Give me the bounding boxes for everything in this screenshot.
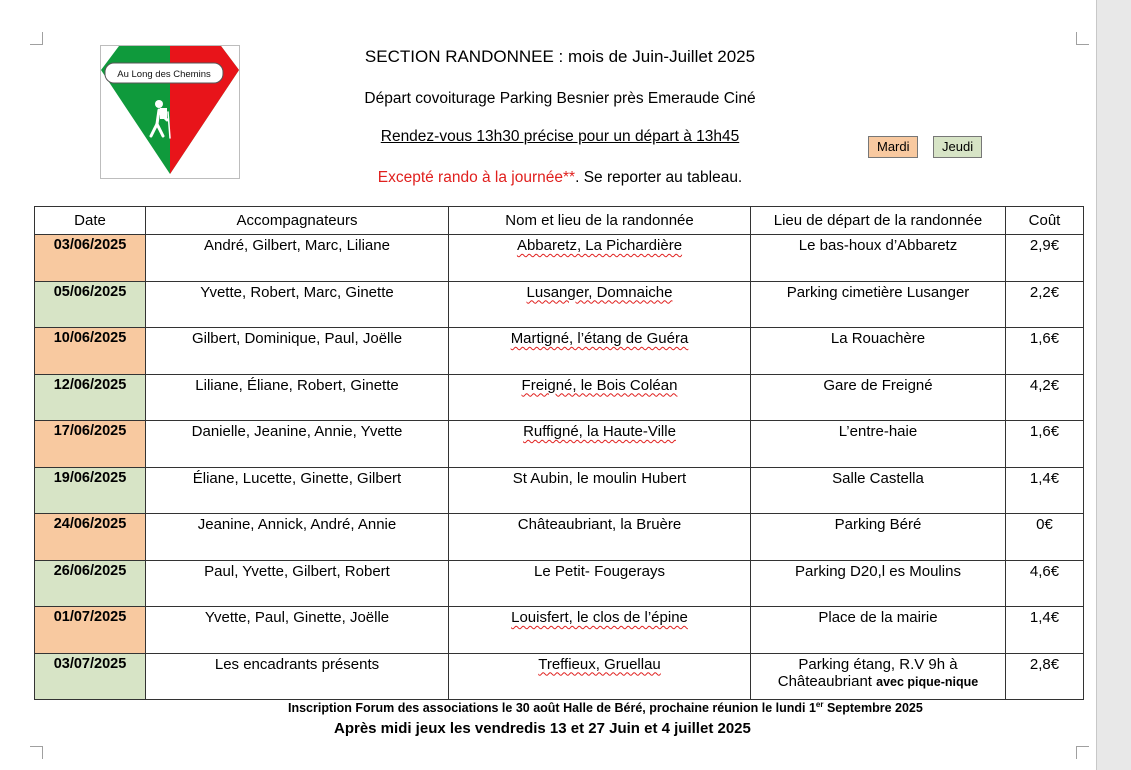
row-guides: Yvette, Paul, Ginette, Joëlle [146,607,449,654]
day-trip-note [300,169,820,187]
row-cost: 1,6€ [1006,421,1084,468]
row-cost: 4,6€ [1006,560,1084,607]
row-start: L’entre-haie [751,421,1006,468]
row-walk [449,328,751,375]
margin-mark-top-left [30,32,43,45]
row-start-text: Parking étang, R.V 9h à Châteaubriant [777,655,958,690]
table-row [35,421,1084,468]
row-guides: Paul, Yvette, Gilbert, Robert [146,560,449,607]
row-walk: Châteaubriant, la Bruère [449,514,751,561]
row-walk-text: Treffieux, Gruellau [538,655,661,673]
forum-note [288,700,923,715]
table-row [35,560,1084,607]
row-date: 17/06/2025 [35,421,146,468]
club-logo-graphic [101,46,239,178]
column-header-date: Date [35,207,146,235]
margin-mark-bottom-right [1076,746,1089,759]
row-start-extra: avec pique-nique [876,674,979,689]
row-walk-text: Louisfert, le clos de l’épine [511,609,688,626]
row-guides: André, Gilbert, Marc, Liliane [146,235,449,282]
row-date: 01/07/2025 [35,607,146,654]
forum-note-text: Inscription Forum des associations le 30 août Halle de Béré, prochaine réunion le lundi 1 [288,701,816,716]
table-header-row [35,207,1084,235]
meeting-time [300,128,820,146]
meeting-time-text: Rendez-vous 13h30 précise pour un départ à 13h45 [380,128,740,145]
row-start: Salle Castella [751,467,1006,514]
row-walk-text: Abbaretz, La Pichardière [516,237,683,254]
forum-note-end: Septembre 2025 [823,701,923,716]
table-row [35,328,1084,375]
row-start: Le bas-houx d’Abbaretz [751,235,1006,282]
column-header-walk: Nom et lieu de la randonnée [449,207,751,235]
row-cost: 1,4€ [1006,607,1084,654]
row-guides: Yvette, Robert, Marc, Ginette [146,281,449,328]
legend-mardi: Mardi [868,136,918,158]
row-walk-text: Freigné, le Bois Coléan [521,376,678,394]
row-start: Gare de Freigné [751,374,1006,421]
row-date: 24/06/2025 [35,514,146,561]
row-guides: Liliane, Éliane, Robert, Ginette [146,374,449,421]
row-guides: Éliane, Lucette, Ginette, Gilbert [146,467,449,514]
row-start: La Rouachère [751,328,1006,375]
row-walk: St Aubin, le moulin Hubert [449,467,751,514]
row-date: 19/06/2025 [35,467,146,514]
row-date: 05/06/2025 [35,281,146,328]
row-start: Place de la mairie [751,607,1006,654]
row-walk [449,235,751,282]
column-header-start: Lieu de départ de la randonnée [751,207,1006,235]
forum-note-sup: er [815,700,824,709]
row-start [751,653,1006,700]
row-walk [449,281,751,328]
logo-text: Au Long des Chemins [117,69,211,80]
table-row [35,653,1084,700]
row-cost: 1,4€ [1006,467,1084,514]
row-start: Parking cimetière Lusanger [751,281,1006,328]
row-walk-text: Ruffigné, la Haute-Ville [523,423,676,440]
row-walk-text: Lusanger, Domnaiche [526,283,673,301]
club-logo [100,45,240,179]
row-cost: 2,8€ [1006,653,1084,700]
row-walk [449,374,751,421]
row-cost: 0€ [1006,514,1084,561]
row-start: Parking D20,l es Moulins [751,560,1006,607]
column-header-cost: Coût [1006,207,1084,235]
row-cost: 1,6€ [1006,328,1084,375]
page-title: SECTION RANDONNEE : mois de Juin-Juillet 2025 [364,47,756,66]
row-date: 26/06/2025 [35,560,146,607]
row-walk-text: Martigné, l’étang de Guéra [510,330,689,347]
carpool-info: Départ covoiturage Parking Besnier près Emeraude Ciné [364,90,756,107]
row-date: 03/06/2025 [35,235,146,282]
row-walk [449,607,751,654]
table-row [35,514,1084,561]
legend-jeudi: Jeudi [933,136,982,158]
row-cost: 4,2€ [1006,374,1084,421]
day-trip-note-rest: . Se reporter au tableau. [575,169,743,186]
margin-mark-top-right [1076,32,1089,45]
schedule-table [34,206,1084,700]
table-row [35,607,1084,654]
margin-mark-bottom-left [30,746,43,759]
games-note: Après midi jeux les vendredis 13 et 27 Juin et 4 juillet 2025 [334,720,751,737]
row-date: 03/07/2025 [35,653,146,700]
day-trip-note-red: Excepté rando à la journée** [377,169,576,186]
row-guides: Jeanine, Annick, André, Annie [146,514,449,561]
row-start: Parking Béré [751,514,1006,561]
row-cost: 2,2€ [1006,281,1084,328]
table-row [35,281,1084,328]
column-header-guides: Accompagnateurs [146,207,449,235]
row-walk [449,421,751,468]
row-walk [449,653,751,700]
row-guides: Gilbert, Dominique, Paul, Joëlle [146,328,449,375]
table-row [35,467,1084,514]
row-cost: 2,9€ [1006,235,1084,282]
table-row [35,374,1084,421]
row-guides: Danielle, Jeanine, Annie, Yvette [146,421,449,468]
row-walk: Le Petit- Fougerays [449,560,751,607]
row-date: 12/06/2025 [35,374,146,421]
table-row [35,235,1084,282]
row-date: 10/06/2025 [35,328,146,375]
row-guides: Les encadrants présents [146,653,449,700]
